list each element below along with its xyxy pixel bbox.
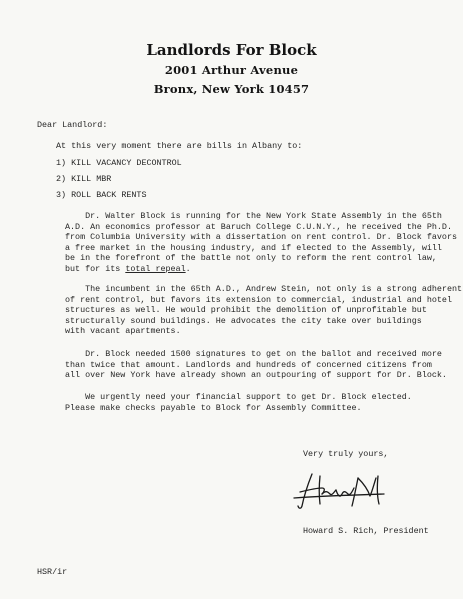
paragraph-line: with vacant apartments.: [65, 326, 181, 337]
paragraph-line: from Columbia University with a dissertation on rent control. Dr. Block favors: [65, 232, 458, 243]
paragraph-line: A.D. An economics professor at Baruch College C.U.N.Y., he received the Ph.D.: [65, 221, 452, 232]
intro-line: At this very moment there are bills in Albany to:: [56, 141, 303, 151]
paragraph-incumbent: [65, 284, 463, 337]
total-repeal-emphasis: total repeal: [125, 263, 186, 274]
paragraph-line-last: [65, 264, 425, 275]
signatory-name: Howard S. Rich, President: [303, 526, 429, 536]
paragraph-candidate: [65, 211, 458, 275]
bill-item-3: 3) ROLL BACK RENTS: [56, 190, 147, 200]
paragraph-signatures: [65, 349, 447, 381]
paragraph-line: Dr. Block needed 1500 signatures to get on the ballot and received more: [65, 349, 442, 359]
paragraph-line: We urgently need your financial support to get Dr. Block elected.: [65, 392, 412, 402]
paragraph-line: of rent control, but favors its extension to commercial, industrial and hotel: [65, 294, 452, 305]
paragraph-line: structures as well. He would prohibit the demolition of unprofitable but: [65, 305, 427, 316]
paragraph-line: The incumbent in the 65th A.D., Andrew Stein, not only is a strong adherent: [65, 284, 463, 294]
paragraph-line: than twice that amount. Landlords and hundreds of concerned citizens from: [65, 359, 432, 370]
handwritten-signature: [292, 468, 388, 512]
street-address: 2001 Arthur Avenue: [164, 63, 299, 77]
reference-initials: HSR/ir: [37, 567, 68, 577]
last-line-prefix: but for its: [65, 263, 126, 274]
salutation: Dear Landlord:: [37, 120, 108, 130]
paragraph-line: Dr. Walter Block is running for the New York State Assembly in the 65th: [65, 211, 442, 221]
bill-item-1: 1) KILL VACANCY DECONTROL: [56, 158, 182, 168]
paragraph-line: Please make checks payable to Block for Assembly Committee.: [65, 402, 362, 413]
organization-name: Landlords For Block: [146, 41, 317, 59]
closing: Very truly yours,: [303, 449, 389, 459]
paragraph-appeal: [65, 392, 425, 413]
paragraph-line: be in the forefront of the battle not only to reform the rent control law,: [65, 253, 437, 264]
paragraph-line: structurally sound buildings. He advocates the city take over buildings: [65, 315, 422, 326]
paragraph-line: all over New York have already shown an outpouring of support for Dr. Block.: [65, 370, 447, 381]
paragraph-line: a free market in the housing industry, and if elected to the Assembly, will: [65, 242, 442, 253]
bill-item-2: 2) KILL MBR: [56, 174, 112, 184]
city-address: Bronx, New York 10457: [153, 82, 310, 96]
last-line-suffix: .: [185, 263, 191, 274]
letterhead: [0, 40, 463, 99]
